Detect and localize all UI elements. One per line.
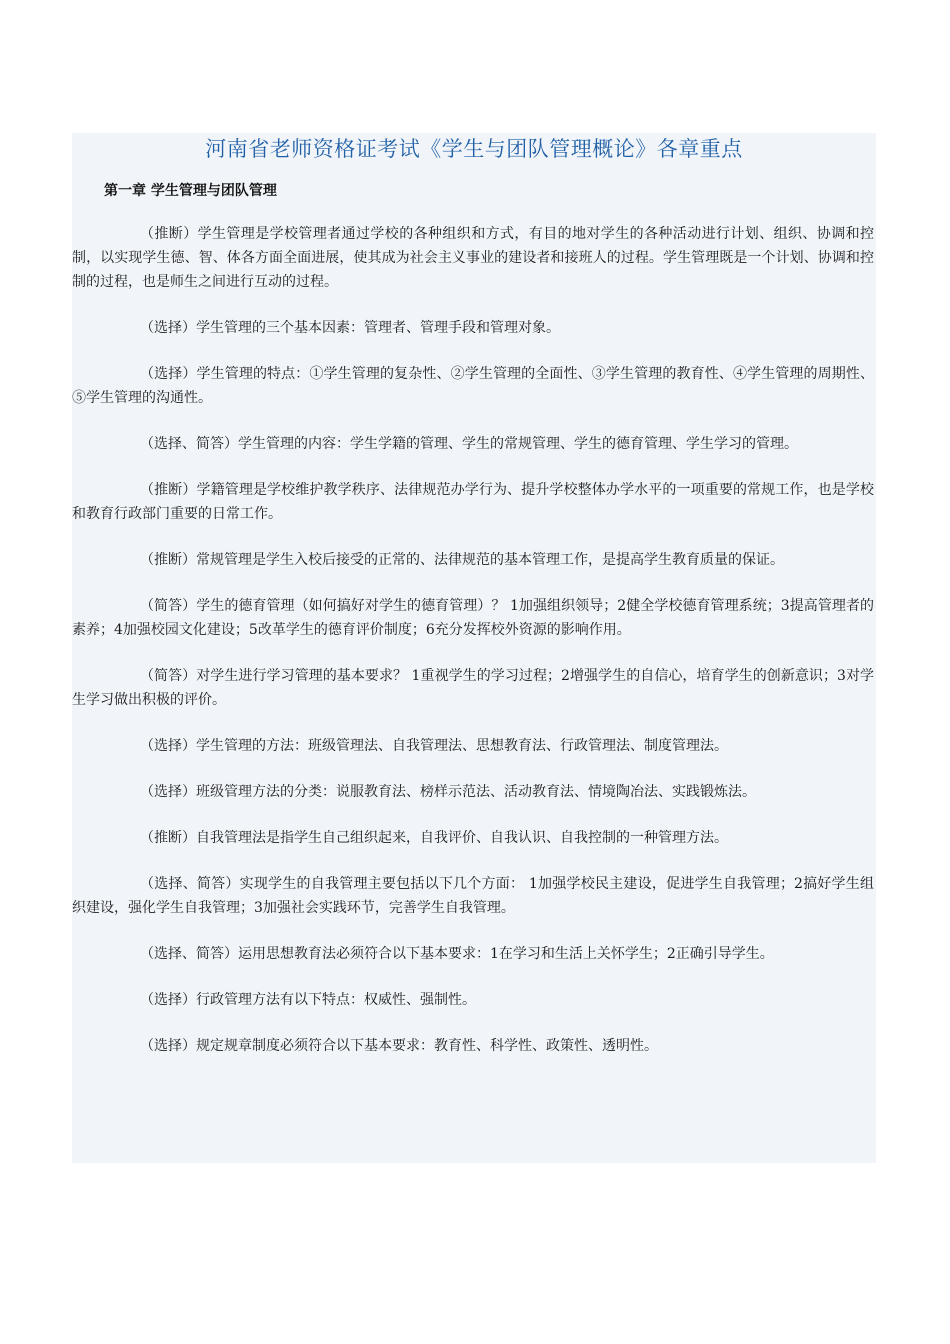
paragraph: （选择）学生管理的三个基本因素：管理者、管理手段和管理对象。 bbox=[140, 320, 560, 336]
document-title: 河南省老师资格证考试《学生与团队管理概论》各章重点 bbox=[205, 137, 743, 161]
paragraph: （推断）自我管理法是指学生自己组织起来，自我评价、自我认识、自我控制的一种管理方法。 bbox=[140, 830, 728, 846]
paragraph: （推断）常规管理是学生入校后接受的正常的、法律规范的基本管理工作，是提高学生教育质量的保证。 bbox=[140, 552, 784, 568]
paragraph: （选择）班级管理方法的分类：说服教育法、榜样示范法、活动教育法、情境陶冶法、实践锻炼法。 bbox=[140, 784, 756, 800]
paragraph: （选择、简答）学生管理的内容：学生学籍的管理、学生的常规管理、学生的德育管理、学生学习的管理。 bbox=[140, 436, 798, 452]
chapter-heading: 第一章 学生管理与团队管理 bbox=[104, 183, 277, 199]
paragraph: （选择）行政管理方法有以下特点：权威性、强制性。 bbox=[140, 992, 476, 1008]
paragraph: （选择、简答）运用思想教育法必须符合以下基本要求：1在学习和生活上关怀学生；2正确引导学生。 bbox=[140, 946, 774, 962]
paragraph: （推断）学生管理是学校管理者通过学校的各种组织和方式，有目的地对学生的各种活动进行计划、组织、协调和控制，以实现学生德、智、体各方面全面进展，使其成为社会主义事业的建设者和接班人的过程。学生管理既是一个计划、协调和控制的过程，也是师生之间进行互动的过程。 bbox=[72, 226, 874, 290]
paragraph: （简答）学生的德育管理（如何搞好对学生的德育管理）？ 1加强组织领导；2健全学校德育管理系统；3提高管理者的素养；4加强校园文化建设；5改革学生的德育评价制度；6充分发挥校外资源的影响作用。 bbox=[72, 598, 874, 638]
paragraph: （选择）规定规章制度必须符合以下基本要求：教育性、科学性、政策性、透明性。 bbox=[140, 1038, 658, 1054]
paragraph: （选择）学生管理的特点：①学生管理的复杂性、②学生管理的全面性、③学生管理的教育性、④学生管理的周期性、⑤学生管理的沟通性。 bbox=[72, 366, 874, 406]
paragraph: （推断）学籍管理是学校维护教学秩序、法律规范办学行为、提升学校整体办学水平的一项重要的常规工作，也是学校和教育行政部门重要的日常工作。 bbox=[72, 482, 874, 522]
paragraph: （选择）学生管理的方法：班级管理法、自我管理法、思想教育法、行政管理法、制度管理法。 bbox=[140, 738, 728, 754]
paragraph-list bbox=[72, 222, 876, 1058]
document-content bbox=[72, 133, 876, 1163]
paragraph: （选择、简答）实现学生的自我管理主要包括以下几个方面： 1加强学校民主建设，促进学生自我管理；2搞好学生组织建设，强化学生自我管理；3加强社会实践环节，完善学生自我管理。 bbox=[72, 876, 874, 916]
paragraph: （简答）对学生进行学习管理的基本要求？ 1重视学生的学习过程；2增强学生的自信心，培育学生的创新意识；3对学生学习做出积极的评价。 bbox=[72, 668, 874, 708]
